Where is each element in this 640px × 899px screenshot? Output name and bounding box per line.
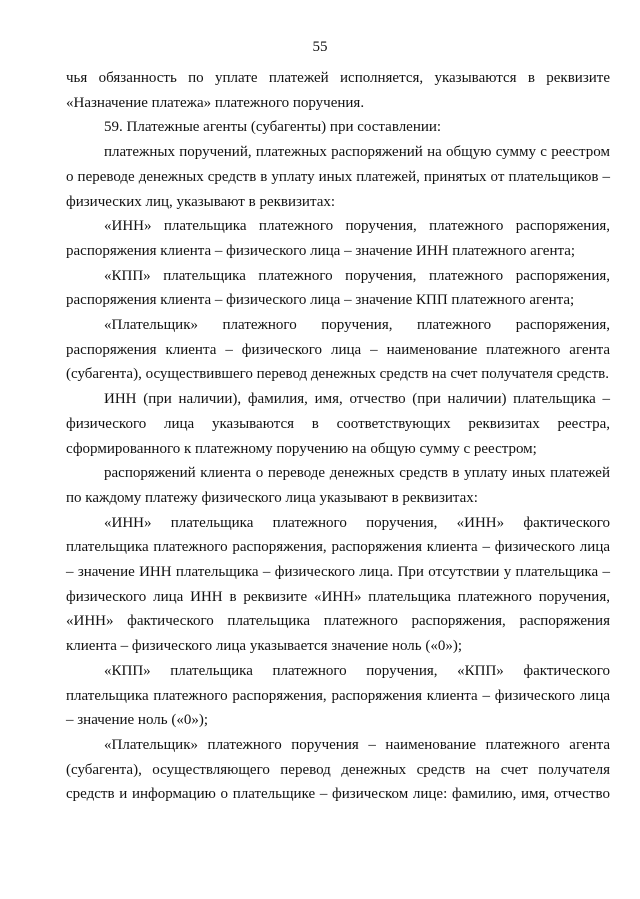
- paragraph-inn-individual: «ИНН» плательщика платежного поручения, «ИНН» фактического плательщика платежного распоряжения, распоряжения клиента – физического лица – значение ИНН плательщика – физического лица. При отсутствии у плательщика – физического лица ИНН в реквизите «ИНН» плательщика платежного поручения, «ИНН» фактического плательщика платежного распоряжения, распоряжения клиента – физического лица указывается значение ноль («0»);: [66, 514, 610, 655]
- page-number: 55: [312, 39, 328, 55]
- document-body: [66, 66, 610, 807]
- paragraph-item-59: 59. Платежные агенты (субагенты) при составлении:: [104, 119, 442, 136]
- paragraph-payment-orders: платежных поручений, платежных распоряжений на общую сумму с реестром о переводе денежных средств в уплату иных платежей, принятых от плательщиков – физических лиц, указывают в реквизитах:: [66, 144, 610, 210]
- paragraph-kpp-agent: «КПП» плательщика платежного поручения, платежного распоряжения, распоряжения клиента – физического лица – значение КПП платежного агента;: [66, 267, 610, 309]
- paragraph-continuation: чья обязанность по уплате платежей исполняется, указываются в реквизите «Назначение платежа» платежного поручения.: [66, 70, 610, 111]
- paragraph-registry-details: ИНН (при наличии), фамилия, имя, отчество (при наличии) плательщика – физического лица указываются в соответствующих реквизитах реестра, сформированного к платежному поручению на общую сумму с реестром;: [66, 391, 610, 457]
- paragraph-inn-agent: «ИНН» плательщика платежного поручения, платежного распоряжения, распоряжения клиента – физического лица – значение ИНН платежного агента;: [66, 218, 610, 259]
- paragraph-payer-individual: «Плательщик» платежного поручения – наименование платежного агента (субагента), осуществляющего перевод денежных средств на счет получателя средств и информацию о плательщике – физическом лице: фамилию, имя, отчество: [66, 736, 610, 803]
- paragraph-kpp-zero: «КПП» плательщика платежного поручения, «КПП» фактического плательщика платежного распоряжения, распоряжения клиента – физического лица – значение ноль («0»);: [66, 662, 610, 729]
- paragraph-client-orders: распоряжений клиента о переводе денежных средств в уплату иных платежей по каждому платежу физического лица указывают в реквизитах:: [66, 465, 610, 506]
- paragraph-payer-agent: «Плательщик» платежного поручения, платежного распоряжения, распоряжения клиента – физического лица – наименование платежного агента (субагента), осуществившего перевод денежных средств на счет получателя средств.: [66, 317, 610, 383]
